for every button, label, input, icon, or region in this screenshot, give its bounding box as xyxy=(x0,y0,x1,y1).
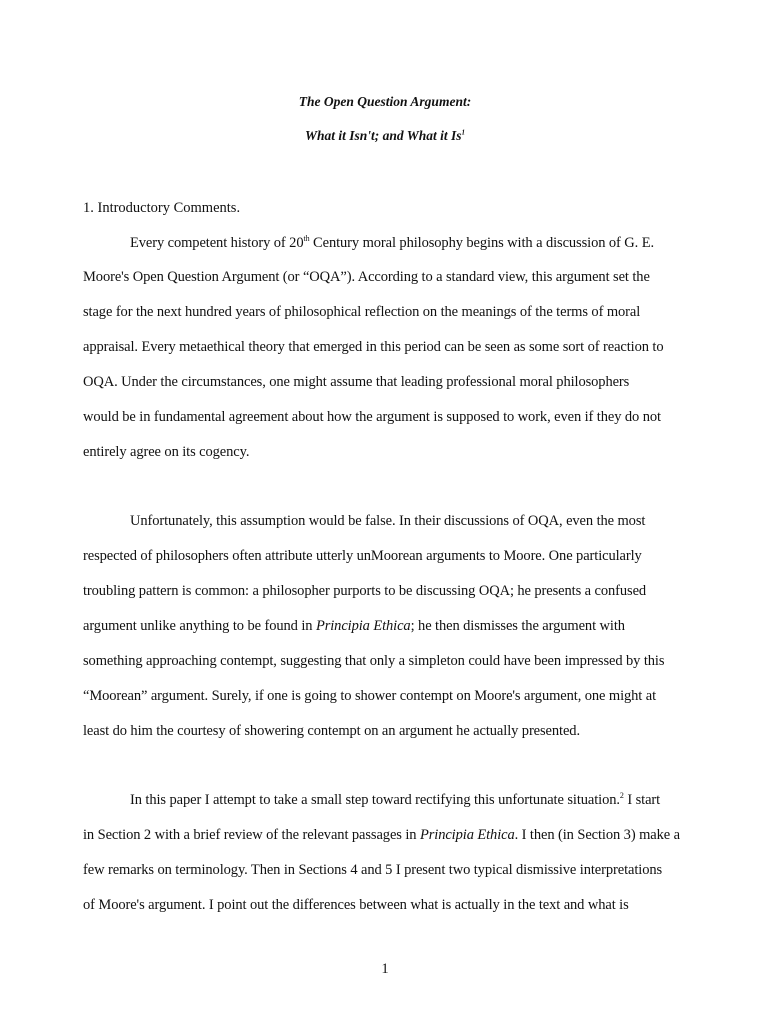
p2-l4-text-b: ; he then dismisses the argument with xyxy=(410,618,625,634)
paragraph-2-line-6: “Moorean” argument. Surely, if one is going to shower contempt on Moore's argument, one might at xyxy=(83,688,657,704)
page-number: 1 xyxy=(381,961,389,977)
footnote-marker-2[interactable]: 2 xyxy=(619,791,624,801)
paragraph-3-line-1 xyxy=(130,791,660,809)
paragraph-1-line-5: OQA. Under the circumstances, one might assume that leading professional moral philosophers xyxy=(83,374,630,390)
paragraph-2-line-1: Unfortunately, this assumption would be false. In their discussions of OQA, even the most xyxy=(130,513,646,529)
paragraph-2-line-2: respected of philosophers often attribute utterly unMoorean arguments to Moore. One particularly xyxy=(83,548,642,564)
p3-l2-book-title: Principia Ethica xyxy=(419,827,515,843)
p3-l1-text-a: In this paper I attempt to take a small step toward rectifying this unfortunate situation. xyxy=(130,792,620,808)
paragraph-3-line-2 xyxy=(83,826,680,844)
paragraph-1-line-1 xyxy=(130,234,654,252)
title-line-2 xyxy=(0,128,770,144)
p1-l1-text-b: Century moral philosophy begins with a discussion of G. E. xyxy=(309,235,655,251)
paragraph-3-line-4: of Moore's argument. I point out the differences between what is actually in the text and what is xyxy=(83,897,629,913)
p2-l4-text-a: argument unlike anything to be found in xyxy=(83,618,316,634)
title-line-1: The Open Question Argument: xyxy=(298,94,472,109)
p2-l4-book-title: Principia Ethica xyxy=(315,618,411,634)
paragraph-2-line-4 xyxy=(83,617,625,635)
paragraph-3-line-3: few remarks on terminology. Then in Sections 4 and 5 I present two typical dismissive interpretations xyxy=(83,862,663,878)
p3-l2-text-b: . I then (in Section 3) make a xyxy=(514,827,680,843)
paragraph-1-line-6: would be in fundamental agreement about how the argument is supposed to work, even if they do not xyxy=(83,409,661,425)
paragraph-2-line-5: something approaching contempt, suggesting that only a simpleton could have been impressed by this xyxy=(83,653,665,669)
section-heading: 1. Introductory Comments. xyxy=(83,200,241,216)
paragraph-1-line-3: stage for the next hundred years of philosophical reflection on the meanings of the terms of moral xyxy=(83,304,641,320)
paragraph-1-line-7: entirely agree on its cogency. xyxy=(83,444,250,460)
title-line-2-text: What it Isn't; and What it Is xyxy=(304,128,462,143)
paragraph-2-line-7: least do him the courtesy of showering contempt on an argument he actually presented. xyxy=(83,723,580,739)
footnote-marker-1[interactable]: 1 xyxy=(461,128,466,137)
p1-l1-superscript: th xyxy=(303,234,310,244)
p1-l1-text-a: Every competent history of 20 xyxy=(130,235,304,251)
p3-l1-text-b: I start xyxy=(623,792,661,808)
paragraph-2-line-3: troubling pattern is common: a philosopher purports to be discussing OQA; he presents a confused xyxy=(83,583,647,599)
paragraph-1-line-2: Moore's Open Question Argument (or “OQA”). According to a standard view, this argument set the xyxy=(83,269,650,285)
p3-l2-text-a: in Section 2 with a brief review of the relevant passages in xyxy=(83,827,420,843)
paragraph-1-line-4: appraisal. Every metaethical theory that emerged in this period can be seen as some sort of reaction to xyxy=(83,339,664,355)
